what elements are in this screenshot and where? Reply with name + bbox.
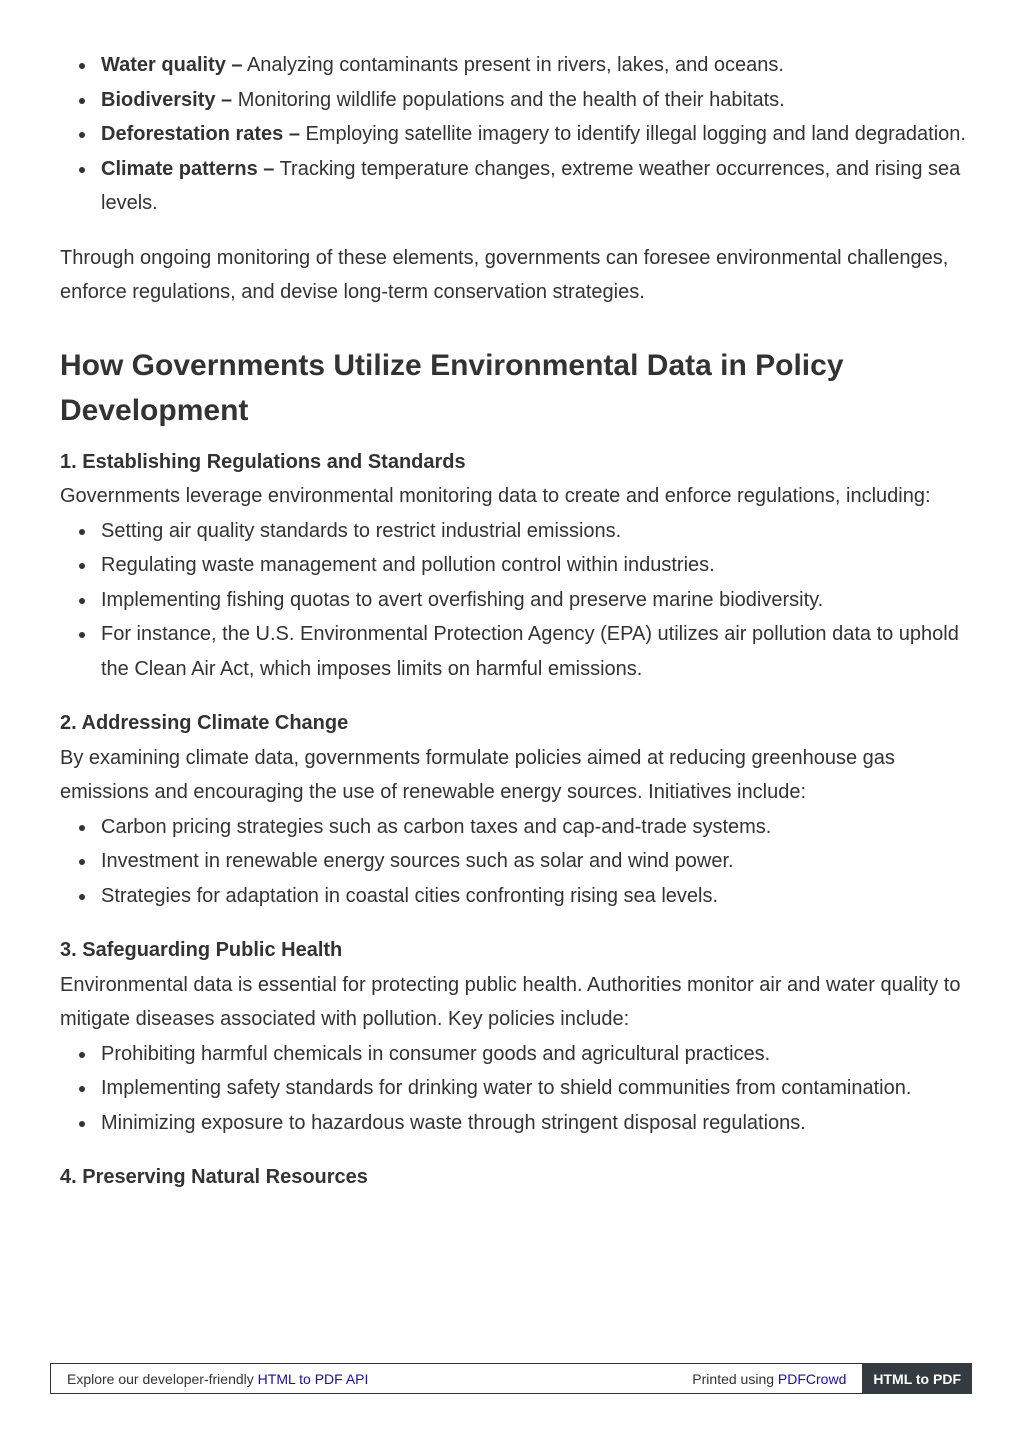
list-item: Prohibiting harmful chemicals in consumer goods and agricultural practices.: [101, 1037, 970, 1072]
subsection-paragraph: By examining climate data, governments formulate policies aimed at reducing greenhouse gas emissions and encouraging the use of renewable energy sources. Initiatives include:: [60, 746, 895, 803]
list-item: Implementing fishing quotas to avert overfishing and preserve marine biodiversity.: [101, 583, 970, 618]
subsection-list: [60, 1037, 970, 1141]
footer-right: [692, 1371, 862, 1387]
subsection-heading: 1. Establishing Regulations and Standards: [60, 450, 466, 473]
html-to-pdf-api-link[interactable]: HTML to PDF API: [257, 1370, 369, 1387]
footer-right-text: Printed using: [692, 1370, 778, 1387]
list-item-term: Deforestation rates –: [101, 123, 300, 145]
list-item: Regulating waste management and pollution control within industries.: [101, 548, 970, 583]
pdfcrowd-link[interactable]: PDFCrowd: [777, 1370, 847, 1387]
list-item: Setting air quality standards to restrict industrial emissions.: [101, 514, 970, 549]
list-item: [101, 117, 970, 152]
subsection-paragraph: Environmental data is essential for protecting public health. Authorities monitor air and water quality to mitigate diseases associated with pollution. Key policies include:: [60, 973, 961, 1030]
list-item: For instance, the U.S. Environmental Protection Agency (EPA) utilizes air pollution data to uphold the Clean Air Act, which imposes limits on harmful emissions.: [101, 617, 970, 686]
subsection-paragraph: Governments leverage environmental monitoring data to create and enforce regulations, including:: [60, 485, 931, 507]
section-heading: How Governments Utilize Environmental Data in Policy Development: [60, 348, 844, 427]
subsection-heading: 4. Preserving Natural Resources: [60, 1166, 368, 1188]
list-item: Implementing safety standards for drinking water to shield communities from contamination.: [101, 1071, 970, 1106]
list-item-text: Monitoring wildlife populations and the health of their habitats.: [232, 88, 785, 111]
subsection-list: [60, 514, 970, 687]
intro-list: [60, 48, 970, 221]
list-item-text: Analyzing contaminants present in rivers, lakes, and oceans.: [242, 54, 784, 76]
list-item: Strategies for adaptation in coastal cities confronting rising sea levels.: [101, 879, 970, 914]
list-item-text: Employing satellite imagery to identify illegal logging and land degradation.: [299, 123, 966, 145]
list-item: Investment in renewable energy sources such as solar and wind power.: [101, 844, 970, 879]
list-item: [101, 48, 970, 83]
document-body: [60, 48, 970, 1195]
pdf-footer-bar: [50, 1363, 972, 1394]
subsection-list: [60, 810, 970, 914]
list-item: [101, 152, 970, 221]
html-to-pdf-badge[interactable]: HTML to PDF: [862, 1363, 972, 1394]
list-item-text: Tracking temperature changes, extreme weather occurrences, and rising sea levels.: [101, 157, 961, 214]
list-item-term: Climate patterns –: [101, 157, 275, 180]
footer-left: [51, 1371, 692, 1387]
list-item-term: Water quality –: [101, 54, 243, 76]
subsection-heading: 2. Addressing Climate Change: [60, 712, 349, 734]
intro-paragraph: Through ongoing monitoring of these elements, governments can foresee environmental challenges, enforce regulations, and devise long-term conservation strategies.: [60, 246, 949, 303]
list-item: Carbon pricing strategies such as carbon taxes and cap-and-trade systems.: [101, 810, 970, 845]
subsection-heading: 3. Safeguarding Public Health: [60, 939, 343, 961]
list-item: Minimizing exposure to hazardous waste through stringent disposal regulations.: [101, 1106, 970, 1141]
list-item-term: Biodiversity –: [101, 88, 233, 111]
footer-left-text: Explore our developer-friendly: [67, 1370, 258, 1387]
list-item: [101, 83, 970, 118]
